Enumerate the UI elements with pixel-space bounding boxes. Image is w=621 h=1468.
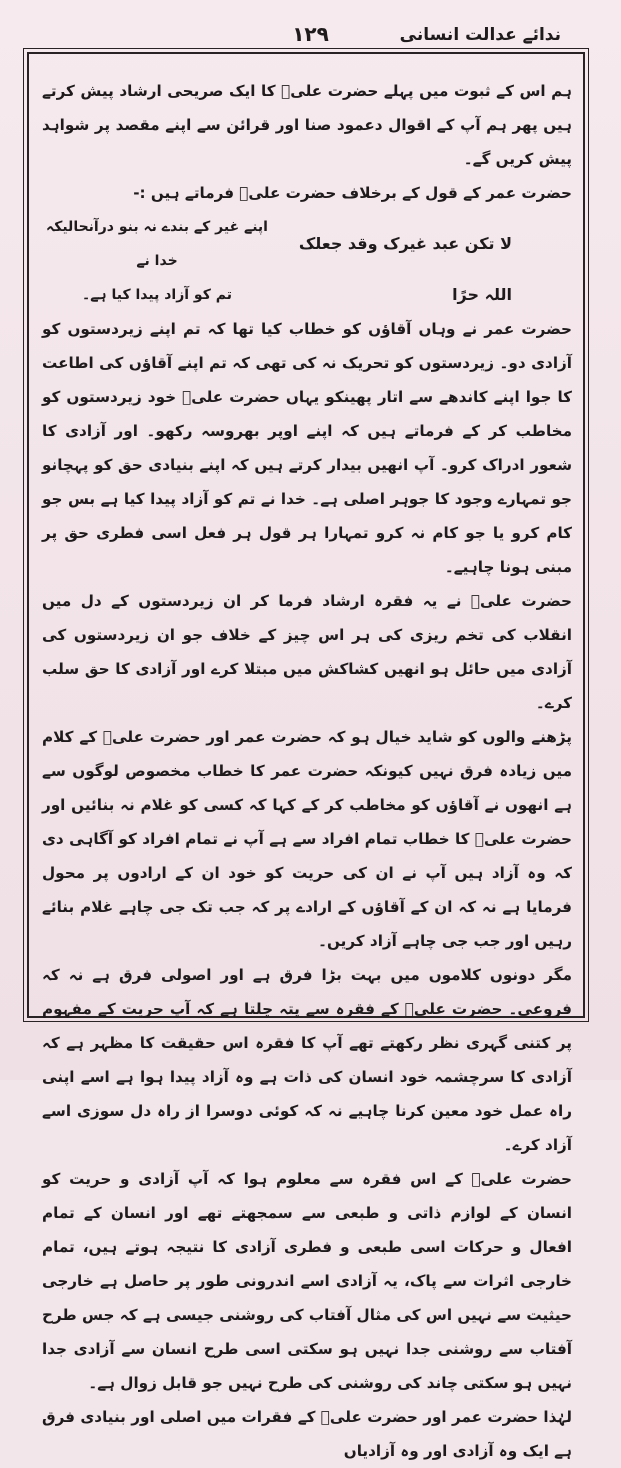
paragraph-2: حضرت عمر کے قول کے برخلاف حضرت علیؑ فرماتے ہیں :- xyxy=(133,184,572,202)
paragraph-6: مگر دونوں کلاموں میں بہت بڑا فرق ہے اور اصولی فرق ہے نہ کہ فروعی۔ حضرت علیؑ کے فقرہ سے پتہ چلتا ہے کہ آپ حریت کے مفہوم پر کتنی گہری نظر رکھتے تھے آپ کا فقرہ اس حقیقت کا مظہر ہے کہ آزادی کا سرچشمہ خود انسان کی ذات ہے وہ آزاد پیدا ہوا ہے اسے اپنی راہ عمل خود معین کرنا چاہیے نہ کہ کوئی دوسرا از راہ دل سوزی اسے آزاد کرے۔ xyxy=(42,966,572,1154)
quote-arabic-line-1: لا تکن عبد غیرک وقد جعلک xyxy=(298,234,512,253)
paragraph-5: پڑھنے والوں کو شاید خیال ہو کہ حضرت عمر اور حضرت علیؑ کے کلام میں زیادہ فرق نہیں کیونکہ حضرت عمر کا خطاب مخصوص لوگوں سے ہے انھوں نے آقاؤں کو مخاطب کر کے کہا کہ کسی کو غلام نہ بنائیں اور حضرت علیؑ کا خطاب تمام افراد سے ہے آپ نے تمام افراد کو آگاہی دی کہ وہ آزاد ہیں آپ نے ان کی حریت کو خود ان کے ارادوں پر محول فرمایا ہے نہ کہ ان کے آقاؤں کے ارادے پر کہ جب تک جی چاہے غلام بنائے رہیں اور جب جی چاہے آزاد کریں۔ xyxy=(42,728,572,950)
quote-translation-line-1: اپنے غیر کے بندے نہ بنو درآنحالیکہ خدا نے xyxy=(46,219,268,269)
quote-arabic-line-2: اللہ حرًا xyxy=(452,285,512,304)
page-body xyxy=(42,74,572,1460)
paragraph-4: حضرت علیؑ نے یہ فقرہ ارشاد فرما کر ان زیردستوں کے دل میں انقلاب کی تخم ریزی کی ہر اس چیز کے خلاف جو ان زیردستوں کی آزادی میں حائل ہو انھیں کشاکش میں مبتلا کرے اور آزادی کا حق سلب کرے۔ xyxy=(42,592,572,712)
quote-row-1 xyxy=(42,210,572,278)
quote-translation-line-2: تم کو آزاد پیدا کیا ہے۔ xyxy=(82,287,232,303)
paragraph-7: حضرت علیؑ کے اس فقرہ سے معلوم ہوا کہ آپ آزادی و حریت کو انسان کے لوازم ذاتی و طبعی سے سمجھتے تھے اور انسان کے تمام افعال و حرکات اسی طبعی و فطری آزادی کا نتیجہ ہوتے ہیں، تمام خارجی اثرات سے پاک، یہ آزادی اسے اندرونی طور پر حاصل ہے خارجی حیثیت سے نہیں اس کی مثال آفتاب کی روشنی جیسی ہے کہ جس طرح آفتاب سے روشنی جدا نہیں ہو سکتی اسی طرح انسان سے آزادی جدا نہیں ہو سکتی چاند کی روشنی کی طرح نہیں جو قابل زوال ہے۔ xyxy=(42,1170,572,1392)
running-title: ندائے عدالت انسانی xyxy=(399,25,561,45)
quote-row-2 xyxy=(42,278,572,312)
paragraph-3: حضرت عمر نے وہاں آقاؤں کو خطاب کیا تھا کہ تم اپنے زیردستوں کو آزادی دو۔ زیردستوں کو تحریک نہ کی تھی کہ تم اپنے آقاؤں کی اطاعت کا جوا اپنے کاندھے سے اتار پھینکو یہاں حضرت علیؑ خود زیردستوں کو مخاطب کر کے فرماتے ہیں کہ اپنے اوپر بھروسہ رکھو۔ اور آزادی کا شعور ادراک کرو۔ آپ انھیں بیدار کرتے ہیں کہ اپنے بنیادی حق کو پہچانو جو تمہارے وجود کا جوہر اصلی ہے۔ خدا نے تم کو آزاد پیدا کیا ہے بس جو کام کرو یا جو کام نہ کرو تمہارا ہر قول ہر فعل اسی فطری حق پر مبنی ہونا چاہیے۔ xyxy=(42,320,572,576)
page-number: ۱۲۹ xyxy=(292,22,329,46)
paragraph-8: لہٰذا حضرت عمر اور حضرت علیؑ کے فقرات میں اصلی اور بنیادی فرق ہے ایک وہ آزادی اور وہ آزادیاں xyxy=(42,1408,572,1460)
page-header xyxy=(26,20,595,54)
quote-block xyxy=(42,210,572,312)
paragraph-1: ہم اس کے ثبوت میں پہلے حضرت علیؑ کا ایک صریحی ارشاد پیش کرتے ہیں پھر ہم آپ کے اقوال دعمود صنا اور قرائن سے اپنے مقصد پر شواہد پیش کریں گے۔ xyxy=(42,82,572,168)
